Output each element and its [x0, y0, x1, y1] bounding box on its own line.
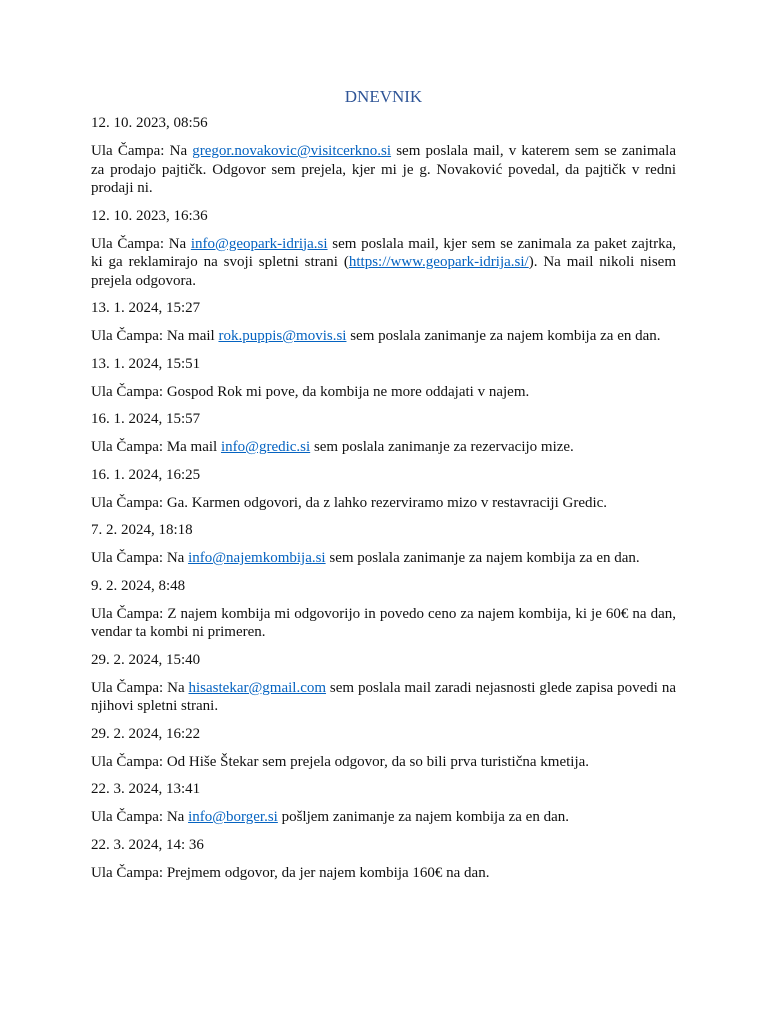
- email-link[interactable]: info@borger.si: [188, 809, 278, 825]
- entry-date: 13. 1. 2024, 15:27: [91, 300, 201, 316]
- email-link[interactable]: rok.puppis@movis.si: [218, 328, 347, 344]
- entry-date: 16. 1. 2024, 16:25: [91, 466, 201, 483]
- entry-text-segment: ). Na mail nikoli nisem prejela odgovora.: [91, 254, 676, 289]
- email-link[interactable]: https://www.geopark-idrija.si/: [348, 254, 529, 270]
- entry-text: [91, 383, 676, 402]
- entry-text-segment: Ula Čampa: Prejmem odgovor, da jer najem kombija 160€ na dan.: [91, 864, 490, 881]
- email-link[interactable]: hisastekar@gmail.com: [188, 679, 327, 696]
- diary-entries: [91, 114, 676, 882]
- entry-text-segment: Ula Čampa: Z najem kombija mi odgovorijo in povedo ceno za najem kombija, ki je 60€ na dan, vendar ta kombi ni primeren.: [91, 605, 676, 640]
- entry-text: [91, 327, 676, 346]
- entry-text-segment: pošljem zanimanje za najem kombija za en dan.: [277, 809, 569, 825]
- entry-text-segment: sem poslala zanimanje za najem kombija za en dan.: [346, 328, 661, 344]
- email-link[interactable]: info@najemkombija.si: [188, 550, 326, 566]
- entry-text-segment: sem poslala zanimanje za najem kombija za en dan.: [325, 550, 640, 566]
- entry-text: [91, 494, 676, 513]
- entry-text-segment: Ula Čampa: Ga. Karmen odgovori, da z lahko rezerviramo mizo v restavraciji Gredic.: [91, 494, 608, 511]
- entry-date: 22. 3. 2024, 14: 36: [91, 836, 204, 853]
- entry-text-segment: Ula Čampa: Na: [91, 235, 191, 252]
- entry-text-segment: Ula Čampa: Gospod Rok mi pove, da kombija ne more oddajati v najem.: [91, 383, 530, 400]
- entry-text: [91, 235, 676, 291]
- entry-date: 29. 2. 2024, 16:22: [91, 725, 201, 742]
- entry-text: [91, 679, 676, 716]
- entry-text: [91, 753, 676, 772]
- entry-date: 29. 2. 2024, 15:40: [91, 651, 201, 668]
- entry-text: [91, 142, 676, 198]
- entry-date: 16. 1. 2024, 15:57: [91, 411, 201, 427]
- entry-text: [91, 549, 676, 568]
- entry-date: 7. 2. 2024, 18:18: [91, 522, 193, 538]
- entry-text-segment: Ula Čampa: Od Hiše Štekar sem prejela odgovor, da so bili prva turistična kmetija.: [91, 753, 590, 770]
- entry-text: [91, 605, 676, 642]
- entry-text-segment: sem poslala zanimanje za rezervacijo mize.: [310, 439, 574, 455]
- email-link[interactable]: info@gredic.si: [220, 439, 311, 455]
- entry-text-segment: Ula Čampa: Na: [91, 143, 193, 159]
- entry-text-segment: sem poslala mail zaradi nejasnosti glede zapisa povedi na njihovi spletni strani.: [91, 679, 676, 714]
- email-link[interactable]: gregor.novakovic@visitcerkno.si: [192, 143, 392, 159]
- entry-text-segment: Ula Čampa: Na: [91, 809, 189, 825]
- email-link[interactable]: info@geopark-idrija.si: [190, 235, 328, 252]
- entry-text-segment: Ula Čampa: Na: [91, 679, 189, 696]
- entry-text-segment: Ula Čampa: Na: [91, 550, 189, 566]
- entry-text-segment: Ula Čampa: Ma mail: [91, 439, 221, 455]
- entry-text: [91, 864, 676, 883]
- document-content: [91, 86, 676, 891]
- document-title: DNEVNIK: [344, 87, 423, 106]
- entry-text-segment: sem poslala mail, v katerem sem se zanimala za prodajo pajtičk. Odgovor sem prejela, kjer mi je g. Novaković povedal, da pajtičk v redni prodaji ni.: [91, 143, 676, 196]
- entry-date: 12. 10. 2023, 16:36: [91, 207, 208, 224]
- entry-text-segment: Ula Čampa: Na mail: [91, 328, 219, 344]
- entry-date: 9. 2. 2024, 8:48: [91, 577, 186, 594]
- entry-date: 12. 10. 2023, 08:56: [91, 115, 208, 131]
- entry-text: [91, 438, 676, 457]
- entry-text-segment: sem poslala mail, kjer sem se zanimala za paket zajtrka, ki ga reklamirajo na svoji spletni strani (: [91, 235, 676, 270]
- entry-date: 22. 3. 2024, 13:41: [91, 781, 201, 797]
- entry-text: [91, 808, 676, 827]
- entry-date: 13. 1. 2024, 15:51: [91, 355, 201, 372]
